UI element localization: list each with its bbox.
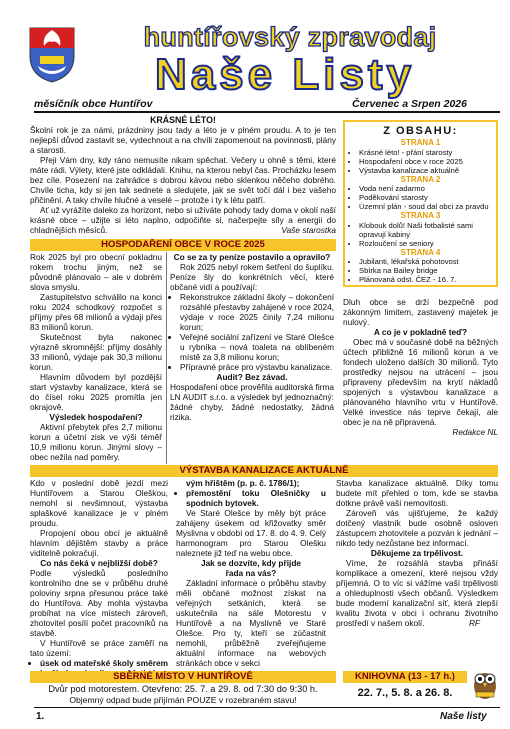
finance-list-item: • Rekonstrukce základní školy – dokončení rozsáhlé přestavby zahájené v roce 2024, výdaje v roce 2025 činily 7,24 milionu korun; [180, 292, 334, 332]
collection-line-2: Objemný odpad bude přijímán POUZE v rozebraném stavu! [69, 695, 297, 705]
footer-publication-name: Naše listy [440, 711, 487, 722]
collection-bar: SBĚRNÉ MÍSTO V HUNTÍŘOVĚ [30, 671, 336, 683]
sewer-col-2 [176, 478, 326, 668]
toc-section-title: STRANA 1 [400, 138, 441, 147]
sewer-list-item: • přemostění toku Olešničky u spodních bytovek. [186, 488, 326, 508]
finance-paragraph: Dluh obce se drží bezpečně pod zákonným limitem, zastavený majetek je nulový. [343, 297, 498, 327]
toc-list [349, 184, 492, 211]
footer-divider [34, 707, 500, 708]
sewer-paragraph: Víme, že rozsáhlá stavba přináší komplikace a omezení, které nejsou vždy příjemná. O to víc si vážíme vaší trpělivosti a ohleduplnosti všech občanů. Výsledkem bude moderní kanalizační síť, která zlepší kvalitu života v obci i ochranu životního prostředí v našem okolí. [336, 558, 498, 628]
finance-paragraph: Hlavním důvodem byl pozdější start výstavby kanalizace, která se do čísel roku 2025 promítla jen okrajově. [30, 372, 162, 412]
toc-section-title: STRANA 2 [400, 174, 441, 184]
intro-paragraph-2: Přeji Vám dny, kdy ráno nemusíte nikam spěchat. Večery u ohně s těmi, které máte rádi. Výlety, které jste odkládali. Knihu, na kterou nebyl čas. Procházku lesem bez cíle. Posezení na zahrádce s dobrou kávou nebo sklenkou něčeho dobrého. Chvíle ticha, kdy si jen tak sednete a sledujete, jak se svět točí dál i bez vašeho přičinění. A taky chvíle hlučné a veselé – protože i ty k létu patří. [30, 155, 336, 205]
finance-paragraph: Rok 2025 byl pro obecní pokladnu rokem trochu jiným, než se původně plánovalo – ale v dobrém slova smyslu. [30, 252, 162, 292]
finance-paragraph: Rok 2025 nebyl rokem šetření do šuplíku. Peníze šly do konkrétních věcí, které občané vidí a používají: [170, 262, 334, 292]
sewer-paragraph: Ve Staré Olešce by měly být práce zahájeny úsekem od křižovatky směr Myslivna v období od 17. 8. do 4. 9. Celý harmonogram pro Starou Olešku naleznete již teď na webu obce. [176, 508, 326, 558]
toc-section-title: STRANA 3 [400, 211, 441, 220]
toc-item[interactable]: • Jubilanti, lékařská pohotovost [359, 257, 492, 266]
toc-list [349, 221, 492, 248]
sewer-col-3 [336, 478, 498, 628]
toc-item[interactable]: • Hospodaření obce v roce 2025 [359, 157, 492, 166]
finance-paragraph: Zastupitelstvo schválilo na konci roku 2024 schodkový rozpočet s příjmy přes 68 milionů a výdaji přes 83 milionů korun. [30, 292, 162, 332]
sewer-paragraph: Stavba kanalizace aktuálně. Díky tomu budete mít přehled o tom, kde se stavba dotkne právě vaší nemovitosti. [336, 478, 498, 508]
toc-sections [349, 138, 492, 284]
finance-paragraph: Skutečnost byla nakonec výrazně skromnější: příjmy dosáhly 33 milionů, výdaje pak 30,3 milionu korun. [30, 332, 162, 372]
finance-paragraph: Obec má v současné době na běžných účtech přibližně 16 milionů korun a ve fondech uloženo dalších 30 milionů. Tyto prostředky nejsou na utrácení – jsou připraveny především na krytí nákladů spojených s výstavbou kanalizace a plánovaného hlavního vrtu v Huntířově. Velké investice nás teprve čekají, ale obec je na ně připravená. [343, 337, 498, 427]
finance-paragraph: Aktivní přebytek přes 2,7 milionu korun a účetní zisk ve výši téměř 10,9 milionu korun. Jinými slovy – obec nežila nad poměry. [30, 422, 162, 462]
toc-item[interactable]: • Sbírka na Bailey bridge [359, 266, 492, 275]
sewer-paragraph: Propojení obou obcí je aktuálně hlavním dějištěm stavby a práce viditelně pokračují. [30, 528, 168, 558]
finance-subheading: Výsledek hospodaření? [49, 412, 143, 422]
finance-list-item: • Veřejné sociální zařízení ve Staré Olešce u rybníka – nová toaleta na oblíbeném místě za 3,8 milionu korun; [180, 332, 334, 362]
toc-title: Z OBSAHU: [383, 125, 458, 137]
sewer-paragraph: Kdo v poslední době jezdí mezi Huntířovem a Starou Oleškou, nemohl si nevšimnout, výstavba splaškové kanalizace je v plném proudu. [30, 478, 168, 528]
toc-item[interactable]: • Územní plán - soud dal obci za pravdu [359, 202, 492, 211]
finance-col-divider [166, 252, 167, 464]
toc-item[interactable]: • Rozloučení se seniory [359, 239, 492, 248]
toc-list [349, 148, 492, 175]
header-title-top: huntířovský zpravodaj [143, 22, 437, 52]
sewer-paragraph: Podle výsledků posledního kontrolního dne se v průběhu druhé poloviny srpna přesunou práce také do Huntířova. Aby mohla výstavba probíhat na více místech zároveň, zhotovitel posílí počet pracovníků na stavbě. [30, 568, 168, 638]
finance-list-item: • Přípravné práce pro výstavbu kanalizace. [180, 362, 334, 372]
finance-col-1 [30, 252, 162, 462]
collection-line-1: Dvůr pod motorestem. Otevřeno: 25. 7. a 29. 8. od 7:30 do 9:30 h. [48, 684, 318, 694]
sewer-paragraph: V Huntířově se práce zaměří na tato území: [30, 638, 168, 658]
library-bar: KNIHOVNA (13 - 17 h.) [343, 671, 467, 683]
finance-paragraph: Hospodaření obce prověřila auditorská firma LN AUDIT s.r.o. a výsledek byl jednoznačný: žádné chyby, žádné nedostatky, žádná rizika. [170, 382, 334, 422]
toc-list [349, 257, 492, 284]
finance-col-3 [343, 297, 498, 437]
sewer-subheading: Co nás čeká v nejbližší době? [40, 558, 158, 568]
finance-bar: HOSPODAŘENÍ OBCE V ROCE 2025 [30, 239, 336, 251]
intro-article [30, 115, 336, 235]
sewer-col-1 [30, 478, 168, 678]
sewer-paragraph: Zároveň vás ujišťujeme, že každý dotčený vlastník bude osobně osloven zástupcem zhotovitele a pozván k jednání – nikdo tedy nezůstane bez informací. [336, 508, 498, 548]
toc-item[interactable]: • Krásné léto! - přání starosty [359, 148, 492, 157]
header-subtitle-right: Červenec a Srpen 2026 [352, 98, 467, 110]
footer-page-number: 1. [36, 711, 45, 722]
sewer-paragraph: Základní informace o průběhu stavby měli občané možnost získat na veřejných setkáních, která se uskutečnila na sále Motorestu v Huntířově a na Myslivně ve Staré Olešce. Pro ty, kteří se zúčastnit nemohli, průběžně zveřejňujeme aktuální informace na webových stránkách obce v sekci [176, 578, 326, 668]
toc-item[interactable]: • Voda není zadarmo [359, 184, 492, 193]
coat-of-arms-logo [28, 26, 76, 84]
sewer-list-item: • úsek od mateřské školy směrem [40, 658, 168, 678]
finance-subheading: A co je v pokladně teď? [373, 327, 468, 337]
sewer-signature: RF [468, 618, 480, 628]
header-subtitle-left: měsíčník obce Huntířov [34, 98, 153, 110]
toc-item[interactable]: • Poděkování starosty [359, 193, 492, 202]
intro-heading: KRÁSNÉ LÉTO! [150, 115, 216, 125]
library-dates: 22. 7., 5. 8. a 26. 8. [357, 687, 453, 699]
toc-section-title: STRANA 4 [400, 247, 441, 257]
finance-col-2 [170, 252, 334, 422]
toc-item[interactable]: • Plánovaná odst. ČEZ - 16. 7. [359, 275, 492, 284]
sewer-paragraph: vým hřištěm (p. p. č. 1786/1); [186, 478, 300, 488]
intro-signature: Vaše starostka [281, 225, 336, 235]
owl-icon [470, 664, 500, 700]
sewer-subheading: Jak se dozvíte, kdy přijde řada na vás? [200, 558, 302, 578]
intro-paragraph-3: Ať už vyrážíte daleko za horizont, nebo si užíváte pohody tady doma v okolí naší krásné obce – užijte si léto naplno, odpočiňte si, načerpejte síly a energii do chladnějších měsíců. [30, 205, 336, 235]
sewer-subheading: Děkujeme za trpělivost. [370, 548, 464, 558]
finance-subheading: Co se za ty peníze postavilo a opravilo? [173, 252, 331, 262]
finance-list [170, 292, 334, 372]
sewer-bar: VÝSTAVBA KANALIZACE AKTUÁLNĚ [30, 465, 498, 477]
toc-box [343, 120, 498, 287]
finance-subheading: Audit? Bez závad. [216, 372, 288, 382]
toc-item[interactable]: • Klobouk dolů! Naši fotbalisté sami opravují kabiny [359, 221, 492, 239]
toc-item[interactable]: • Výstavba kanalizace aktuálně [359, 166, 492, 175]
finance-signature: Redakce NL [452, 427, 498, 437]
header-title-main: Naše Listy [154, 50, 416, 99]
header-divider [34, 111, 500, 113]
intro-paragraph-1: Školní rok je za námi, prázdniny jsou tady a léto je v plném proudu. A to je ten nejlepší důvod zastavit se, vydechnout a na chvíli zapomenout na povinnosti, plány a starosti. [30, 125, 336, 155]
